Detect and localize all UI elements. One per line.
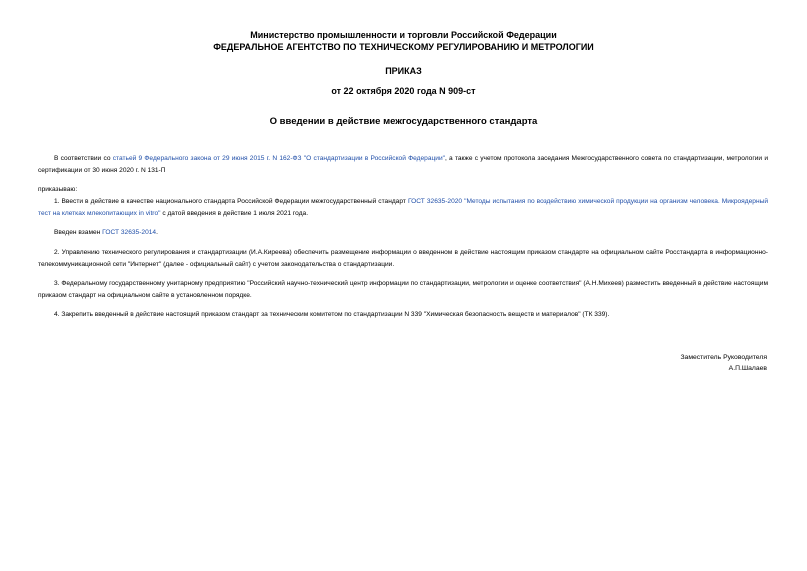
agency-name: ФЕДЕРАЛЬНОЕ АГЕНТСТВО ПО ТЕХНИЧЕСКОМУ РЕГУЛИРОВАНИЮ И МЕТРОЛОГИИ [213,42,594,52]
doc-subject: О введении в действие межгосударственного стандарта [269,116,538,127]
preamble-text-1: В соответствии со [54,155,113,162]
federal-law-link[interactable]: статьей 9 Федерального закона от 29 июня 2015 г. N 162-ФЗ "О стандартизации в Российской Федерации" [112,155,445,162]
ministry-name: Министерство промышленности и торговли Российской Федерации [250,30,557,40]
preamble-paragraph [38,153,768,177]
doc-type: ПРИКАЗ [385,66,422,76]
preamble-text-2: , а также с учетом протокола заседания Межгосударственного совета по стандартизации, метрологии и сертификации от 30 июня 2020 г. N 131-П [38,155,768,174]
gost-32635-2020-link[interactable]: ГОСТ 32635-2020 "Методы испытания по воздействию химической продукции на организм человека. Микроядерный тест на клетках млекопитающих in vitro" [38,198,769,217]
order-word: приказываю: [38,186,78,193]
replaced-text-1: Введен взамен [54,229,103,236]
item-4-paragraph: 4. Закрепить введенный в действие настоящий приказом стандарт за техническим комитетом по стандартизации N 339 "Химическая безопасность веществ и материалов" (ТК 339). [54,311,610,318]
doc-date-number: от 22 октября 2020 года N 909-ст [331,86,476,96]
item-1-text-1: 1. Ввести в действие в качестве национального стандарта Российской Федерации межгосударственный стандарт [54,198,408,205]
signature-position: Заместитель Руководителя [680,354,767,361]
signature-name: А.П.Шалаев [728,365,767,372]
item-2-paragraph: 2. Управлению технического регулирования и стандартизации (И.А.Киреева) обеспечить размещение информации о введенном в действие настоящим приказом стандарте на официальном сайте Росстандарта в информационно-телекоммуникационной сети "Интернет" (далее - официальный сайт) с учетом законодательства о стандартизации. [38,249,768,268]
item-1-paragraph [38,196,768,220]
replaced-text-2: . [156,229,158,236]
item-3-paragraph: 3. Федеральному государственному унитарному предприятию "Российский научно-технический центр информации по стандартизации, метрологии и оценке соответствия" (А.Н.Михеев) разместить введенный в действие настоящим приказом стандарт на официальном сайте в установленном порядке. [38,280,768,299]
signature-block [680,352,767,374]
item-1-text-2: с датой введения в действие 1 июля 2021 года. [160,210,309,217]
gost-32635-2014-link[interactable]: ГОСТ 32635-2014 [102,229,157,236]
replaced-paragraph [38,227,768,239]
